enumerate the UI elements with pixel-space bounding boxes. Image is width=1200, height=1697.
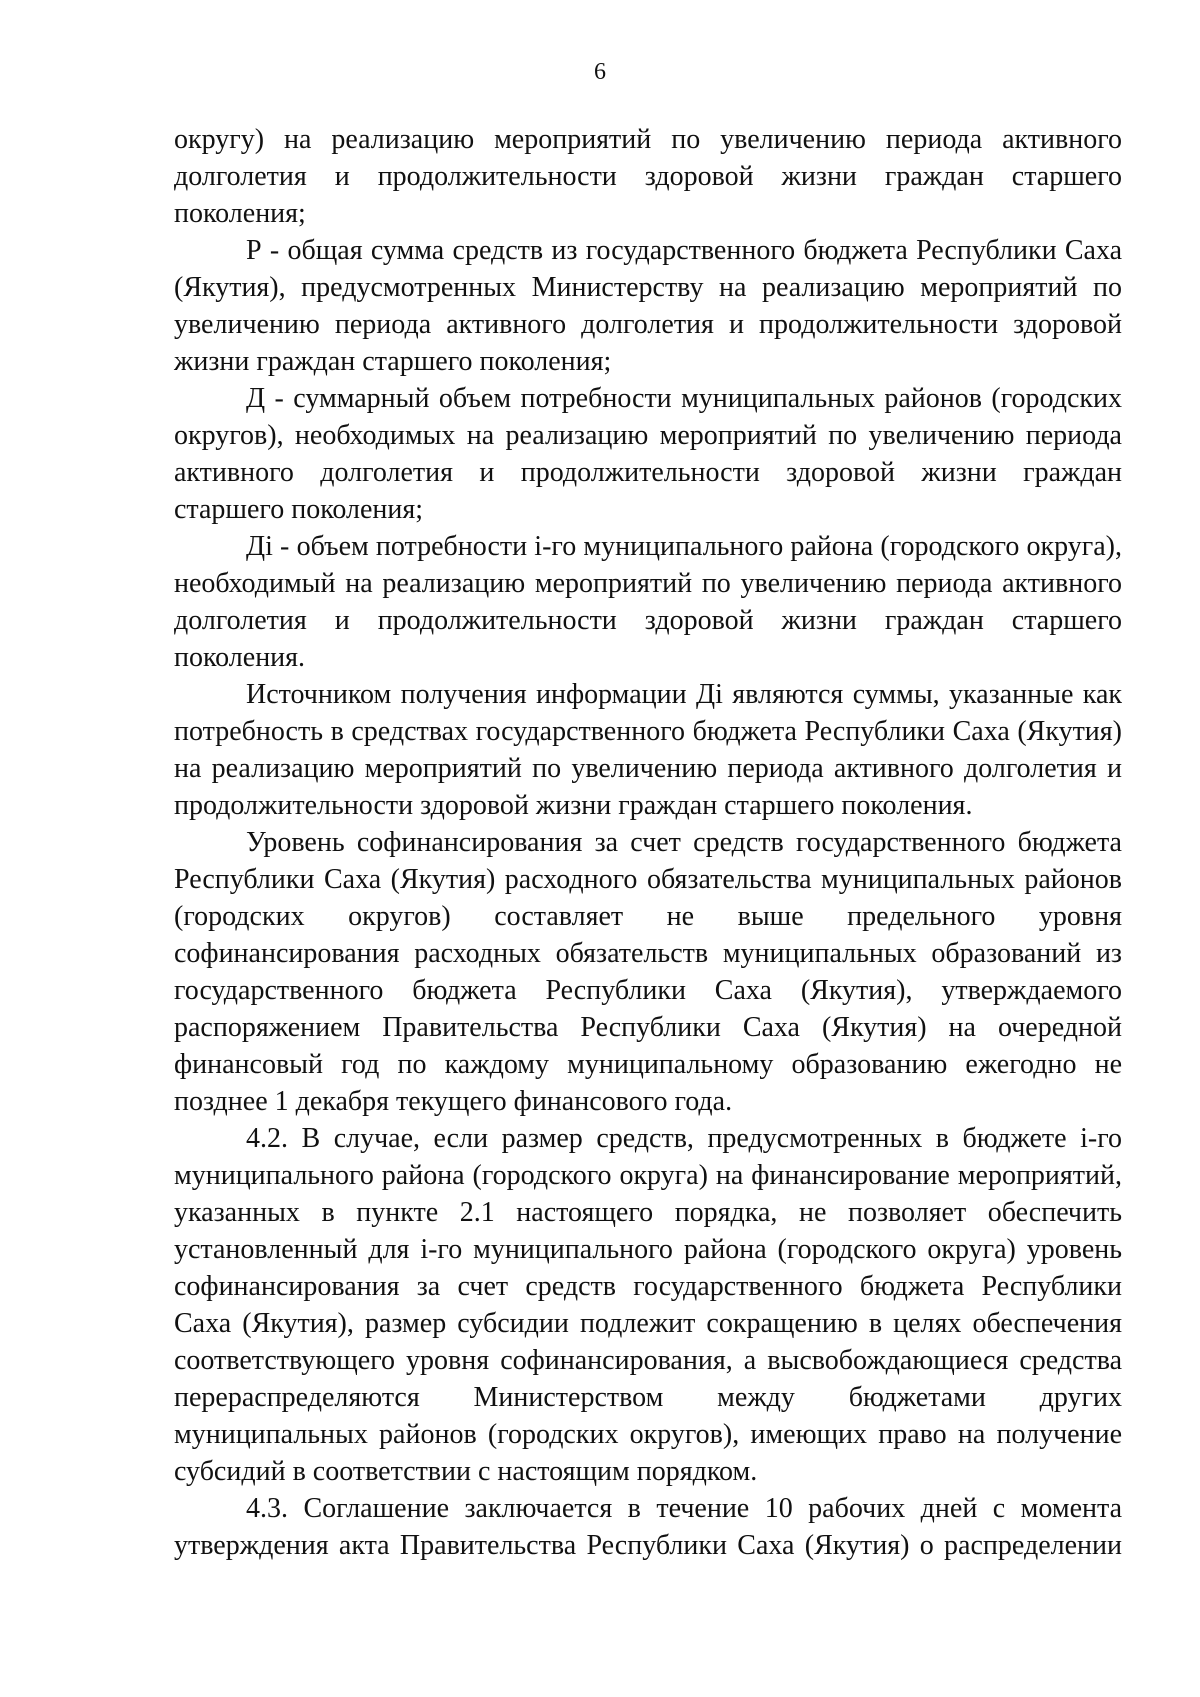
paragraph-section-4-2: 4.2. В случае, если размер средств, предусмотренных в бюджете i-го муниципального района (городского округа) на финансирование мероприятий, указанных в пункте 2.1 настоящего порядка, не позволяет обеспечить установленный для i-го муниципального района (городского округа) уровень софинансирования за счет средств государственного бюджета Республики Саха (Якутия), размер субсидии подлежит сокращению в целях обеспечения соответствующего уровня софинансирования, а высвобождающиеся средства перераспределяются Министерством между бюджетами других муниципальных районов (городских округов), имеющих право на получение субсидий в соответствии с настоящим порядком. (174, 1123, 1122, 1487)
document-body (174, 121, 1122, 1564)
paragraph-section-4-3: 4.3. Соглашение заключается в течение 10 рабочих дней с момента утверждения акта Правительства Республики Саха (Якутия) о распределении (174, 1493, 1122, 1561)
page-number: 6 (594, 59, 606, 85)
paragraph-cofinancing-level: Уровень софинансирования за счет средств государственного бюджета Республики Саха (Якутия) расходного обязательства муниципальных районов (городских округов) составляет не выше предельного уровня софинансирования расходных обязательств муниципальных образований из государственного бюджета Республики Саха (Якутия), утверждаемого распоряжением Правительства Республики Саха (Якутия) на очередной финансовый год по каждому муниципальному образованию ежегодно не позднее 1 декабря текущего финансового года. (174, 827, 1122, 1117)
paragraph-definition-p: Р - общая сумма средств из государственного бюджета Республики Саха (Якутия), предусмотренных Министерству на реализацию мероприятий по увеличению периода активного долголетия и продолжительности здоровой жизни граждан старшего поколения; (174, 235, 1122, 377)
paragraph-continuation: округу) на реализацию мероприятий по увеличению периода активного долголетия и продолжительности здоровой жизни граждан старшего поколения; (174, 124, 1122, 229)
paragraph-definition-d: Д - суммарный объем потребности муниципальных районов (городских округов), необходимых на реализацию мероприятий по увеличению периода активного долголетия и продолжительности здоровой жизни граждан старшего поколения; (174, 383, 1122, 525)
paragraph-information-source: Источником получения информации Дi являются суммы, указанные как потребность в средствах государственного бюджета Республики Саха (Якутия) на реализацию мероприятий по увеличению периода активного долголетия и продолжительности здоровой жизни граждан старшего поколения. (174, 679, 1122, 821)
paragraph-definition-di: Дi - объем потребности i-го муниципального района (городского округа), необходимый на реализацию мероприятий по увеличению периода активного долголетия и продолжительности здоровой жизни граждан старшего поколения. (174, 531, 1122, 673)
